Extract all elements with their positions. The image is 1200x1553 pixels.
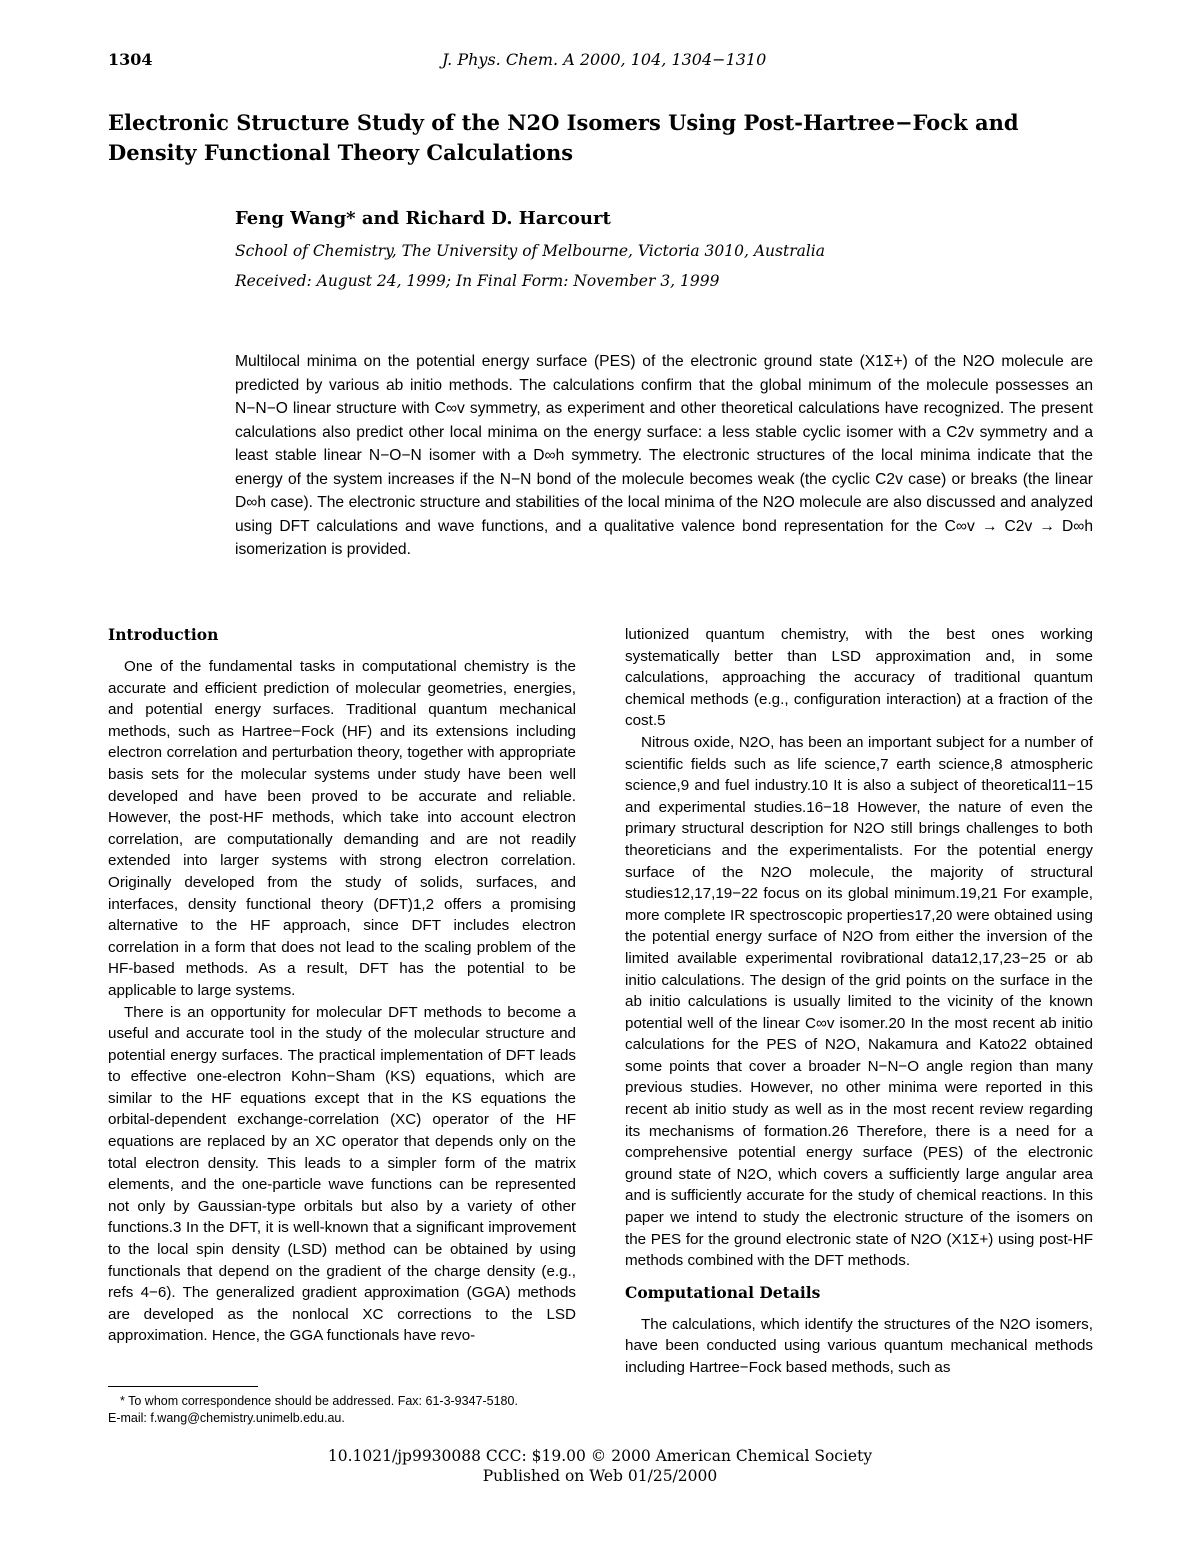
right-column bbox=[625, 624, 1093, 1379]
journal-citation: J. Phys. Chem. A 2000, 104, 1304−1310 bbox=[442, 50, 767, 69]
intro-paragraph-3: Nitrous oxide, N2O, has been an important subject for a number of scientific fields such as life science,7 earth science,8 atmospheric science,9 and fuel industry.10 It is also a subject of theoretical11−15 and experimental studies.16−18 However, the nature of even the primary structural description for N2O still brings challenges to both theoreticians and the experimentalists. For the potential energy surface of the N2O molecule, the majority of structural studies12,17,19−22 focus on its global minimum.19,21 For example, more complete IR spectroscopic properties17,20 were obtained using the potential energy surface of N2O from either the inversion of the limited available experimental rovibrational data12,17,23−25 or ab initio calculations. The design of the grid points on the surface in the ab initio calculations is usually limited to the vicinity of the known potential well of the linear C∞v isomer.20 In the most recent ab initio calculations for the PES of N2O, Nakamura and Kato22 obtained some points that cover a broader N−N−O angle region than many previous studies. However, no other minima were reported in this recent ab initio study as well as in the most recent review regarding its mechanisms of formation.26 Therefore, there is a need for a comprehensive potential energy surface (PES) of the electronic ground state of N2O, which covers a sufficiently large angular area and is sufficiently accurate for the study of chemical reactions. In this paper we intend to study the electronic structure of the isomers on the PES for the ground electronic state of N2O (X1Σ+) using post-HF methods combined with the DFT methods. bbox=[625, 733, 1093, 1270]
computational-paragraph-1: The calculations, which identify the structures of the N2O isomers, have been conducted using various quantum mechanical methods including Hartree−Fock based methods, such as bbox=[625, 1315, 1093, 1376]
footnote-correspondence: * To whom correspondence should be addressed. Fax: 61-3-9347-5180. bbox=[120, 1394, 518, 1408]
affiliation: School of Chemistry, The University of Melbourne, Victoria 3010, Australia bbox=[235, 242, 825, 260]
intro-paragraph-1: One of the fundamental tasks in computational chemistry is the accurate and efficient prediction of molecular geometries, energies, and potential energy surfaces. Traditional quantum mechanical methods, such as Hartree−Fock (HF) and its extensions including electron correlation and perturbation theory, together with appropriate basis sets for the molecular systems under study have been well developed and have been proved to be accurate and reliable. However, the post-HF methods, which take into account electron correlation, are computationally demanding and are not readily extended into larger systems with strong electron correlation. Originally developed from the study of solids, surfaces, and interfaces, density functional theory (DFT)1,2 offers a promising alternative to the HF approach, since DFT includes electron correlation in a form that does not lead to the scaling problem of the HF-based methods. As a result, DFT has the potential to be applicable to large systems. bbox=[108, 658, 576, 999]
intro-paragraph-2-continued: lutionized quantum chemistry, with the best ones working systematically better than LSD approximation and, in some calculations, approaching the accuracy of traditional quantum chemical methods (e.g., configuration interaction) at a fraction of the cost.5 bbox=[625, 626, 1093, 730]
footnote-rule bbox=[108, 1386, 258, 1387]
abstract: Multilocal minima on the potential energy surface (PES) of the electronic ground state (X1Σ+) of the N2O molecule are predicted by various ab initio methods. The calculations confirm that the global minimum of the molecule possesses an N−N−O linear structure with C∞v symmetry, as experiment and other theoretical calculations have recognized. The present calculations also predict other local minima on the energy surface: a less stable cyclic isomer with a C2v symmetry and a least stable linear N−O−N isomer with a D∞h symmetry. The electronic structures of the local minima indicate that the energy of the system increases if the N−N bond of the molecule becomes weak (the cyclic C2v case) or breaks (the linear D∞h case). The electronic structure and stabilities of the local minima of the N2O molecule are also discussed and analyzed using DFT calculations and wave functions, and a qualitative valence bond representation for the C∞v → C2v → D∞h isomerization is provided. bbox=[235, 353, 1093, 558]
authors: Feng Wang* and Richard D. Harcourt bbox=[235, 208, 611, 229]
footnote-email: E-mail: f.wang@chemistry.unimelb.edu.au. bbox=[108, 1411, 345, 1425]
doi-copyright-line: 10.1021/jp9930088 CCC: $19.00 © 2000 American Chemical Society bbox=[327, 1447, 873, 1465]
left-column bbox=[108, 624, 576, 1347]
footnote bbox=[108, 1393, 578, 1427]
section-heading-computational: Computational Details bbox=[625, 1282, 821, 1302]
intro-paragraph-2: There is an opportunity for molecular DFT methods to become a useful and accurate tool in the study of the molecular structure and potential energy surfaces. The practical implementation of DFT leads to effective one-electron Kohn−Sham (KS) equations, which are similar to the HF equations except that in the KS equations the orbital-dependent exchange-correlation (XC) operator of the HF equations are replaced by an XC operator that depends only on the total electron density. This leads to a simpler form of the matrix elements, and the one-particle wave functions can be represented not only by Gaussian-type orbitals but also by a variety of other functions.3 In the DFT, it is well-known that a significant improvement to the local spin density (LSD) method can be obtained by using functionals that depend on the gradient of the charge density (e.g., refs 4−6). The generalized gradient approximation (GGA) methods are developed as the nonlocal XC corrections to the LSD approximation. Hence, the GGA functionals have revo- bbox=[108, 1003, 576, 1345]
received-dates: Received: August 24, 1999; In Final Form: November 3, 1999 bbox=[235, 272, 720, 290]
article-title: Electronic Structure Study of the N2O Isomers Using Post-Hartree−Fock and Density Functional Theory Calculations bbox=[108, 110, 1019, 165]
section-heading-introduction: Introduction bbox=[108, 625, 219, 644]
publication-date: Published on Web 01/25/2000 bbox=[482, 1467, 718, 1485]
page-number: 1304 bbox=[108, 50, 153, 69]
